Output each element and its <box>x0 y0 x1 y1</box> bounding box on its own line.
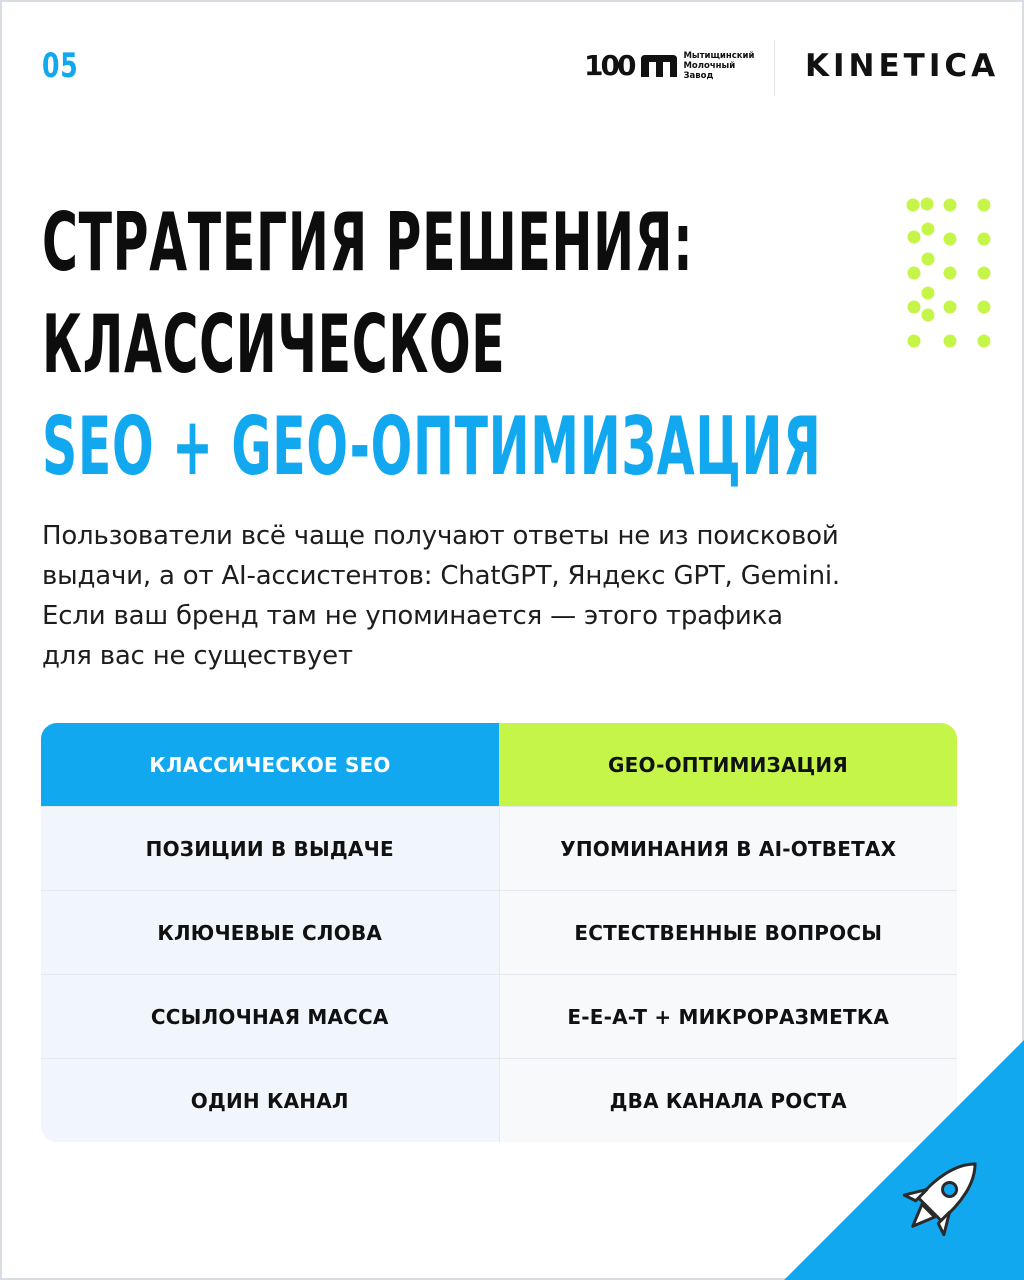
brand-logo: KINETICA <box>805 48 1000 84</box>
partner-logo-mark: 100 <box>584 49 634 82</box>
intro-line: Если ваш бренд там не упоминается — этого трафика <box>42 601 783 631</box>
intro-paragraph <box>42 516 942 676</box>
table-cell-seo: КЛЮЧЕВЫЕ СЛОВА <box>41 891 500 974</box>
table-cell-seo: ССЫЛОЧНАЯ МАССА <box>41 975 500 1058</box>
table-header-row <box>41 723 957 806</box>
page-title <box>42 192 821 498</box>
table-row <box>41 806 957 890</box>
title-line-1: СТРАТЕГИЯ РЕШЕНИЯ: <box>42 196 694 289</box>
page-number: 05 <box>42 46 79 86</box>
logo-divider <box>774 40 775 96</box>
partner-text-line: Завод <box>683 71 714 81</box>
table-cell-seo: ПОЗИЦИИ В ВЫДАЧЕ <box>41 807 500 890</box>
dot-pattern-icon <box>900 195 1000 355</box>
title-line-3: SEO + GEO-ОПТИМИЗАЦИЯ <box>42 400 822 493</box>
column-header-seo: КЛАССИЧЕСКОЕ SEO <box>41 723 499 806</box>
intro-line: выдачи, а от AI-ассистентов: ChatGPT, Яндекс GPT, Gemini. <box>42 561 840 591</box>
table-row <box>41 890 957 974</box>
column-header-geo: GEO-ОПТИМИЗАЦИЯ <box>499 723 957 806</box>
intro-line: для вас не существует <box>42 641 353 671</box>
corner-decoration <box>784 1040 1024 1280</box>
partner-logo-m-icon <box>639 53 679 79</box>
table-cell-geo: ДВА КАНАЛА РОСТА <box>500 1059 958 1142</box>
corner-triangle <box>784 1040 1024 1280</box>
table-cell-geo: УПОМИНАНИЯ В AI-ОТВЕТАХ <box>500 807 958 890</box>
partner-logo-text <box>683 51 754 81</box>
title-line-2: КЛАССИЧЕСКОЕ <box>42 298 506 391</box>
intro-line: Пользователи всё чаще получают ответы не из поисковой <box>42 521 839 551</box>
partner-text-line: Молочный <box>683 61 736 71</box>
table-cell-seo: ОДИН КАНАЛ <box>41 1059 500 1142</box>
partner-logo <box>584 46 754 86</box>
table-cell-geo: E-E-A-T + МИКРОРАЗМЕТКА <box>500 975 958 1058</box>
table-cell-geo: ЕСТЕСТВЕННЫЕ ВОПРОСЫ <box>500 891 958 974</box>
partner-text-line: Мытищинский <box>683 51 755 61</box>
